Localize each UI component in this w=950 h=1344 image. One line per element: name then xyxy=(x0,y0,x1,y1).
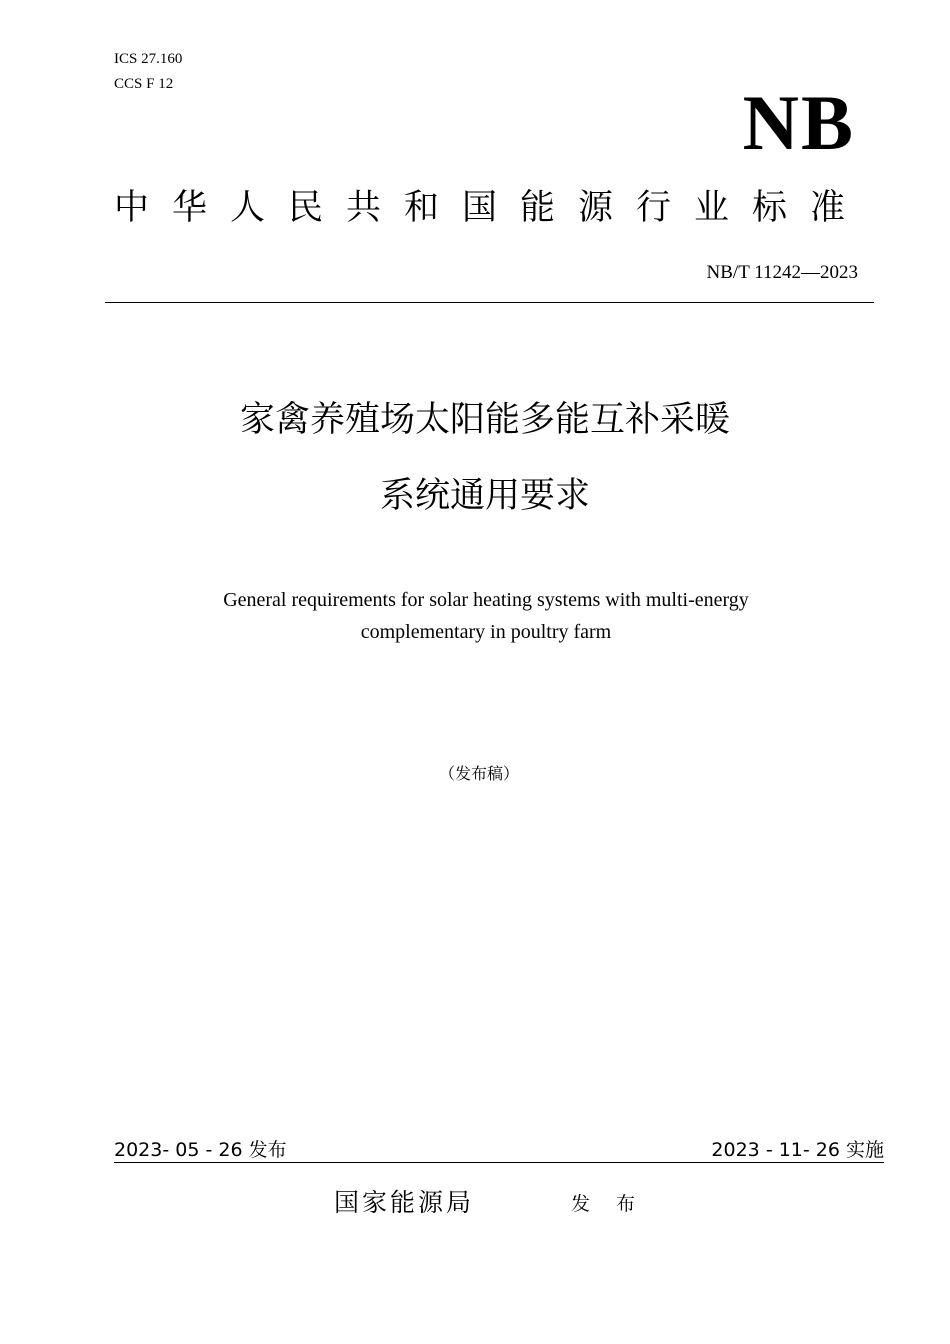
title-en-line-2: complementary in poultry farm xyxy=(360,621,612,643)
draft-status: （发布稿） xyxy=(438,764,519,783)
ccs-code: CCS F 12 xyxy=(114,76,174,92)
issuer-action: 发 布 xyxy=(571,1193,646,1215)
header-divider xyxy=(105,302,874,303)
standard-type-heading: 中华人民共和国能源行业标准 xyxy=(114,188,869,228)
standard-number: NB/T 11242—2023 xyxy=(706,262,858,283)
classification-codes xyxy=(114,47,182,97)
title-zh-line-1: 家禽养殖场太阳能多能互补采暖 xyxy=(239,400,730,440)
effective-date: 2023 - 11- 26 实施 xyxy=(711,1139,884,1161)
ics-code: ICS 27.160 xyxy=(114,51,183,67)
title-en-line-1: General requirements for solar heating systems with multi-energy xyxy=(223,589,749,611)
footer-divider xyxy=(114,1162,884,1163)
title-zh-line-2: 系统通用要求 xyxy=(379,476,590,516)
issue-date: 2023- 05 - 26 发布 xyxy=(114,1139,287,1161)
issuing-authority: 国家能源局 xyxy=(334,1188,475,1217)
nb-logo: NB xyxy=(742,79,855,166)
